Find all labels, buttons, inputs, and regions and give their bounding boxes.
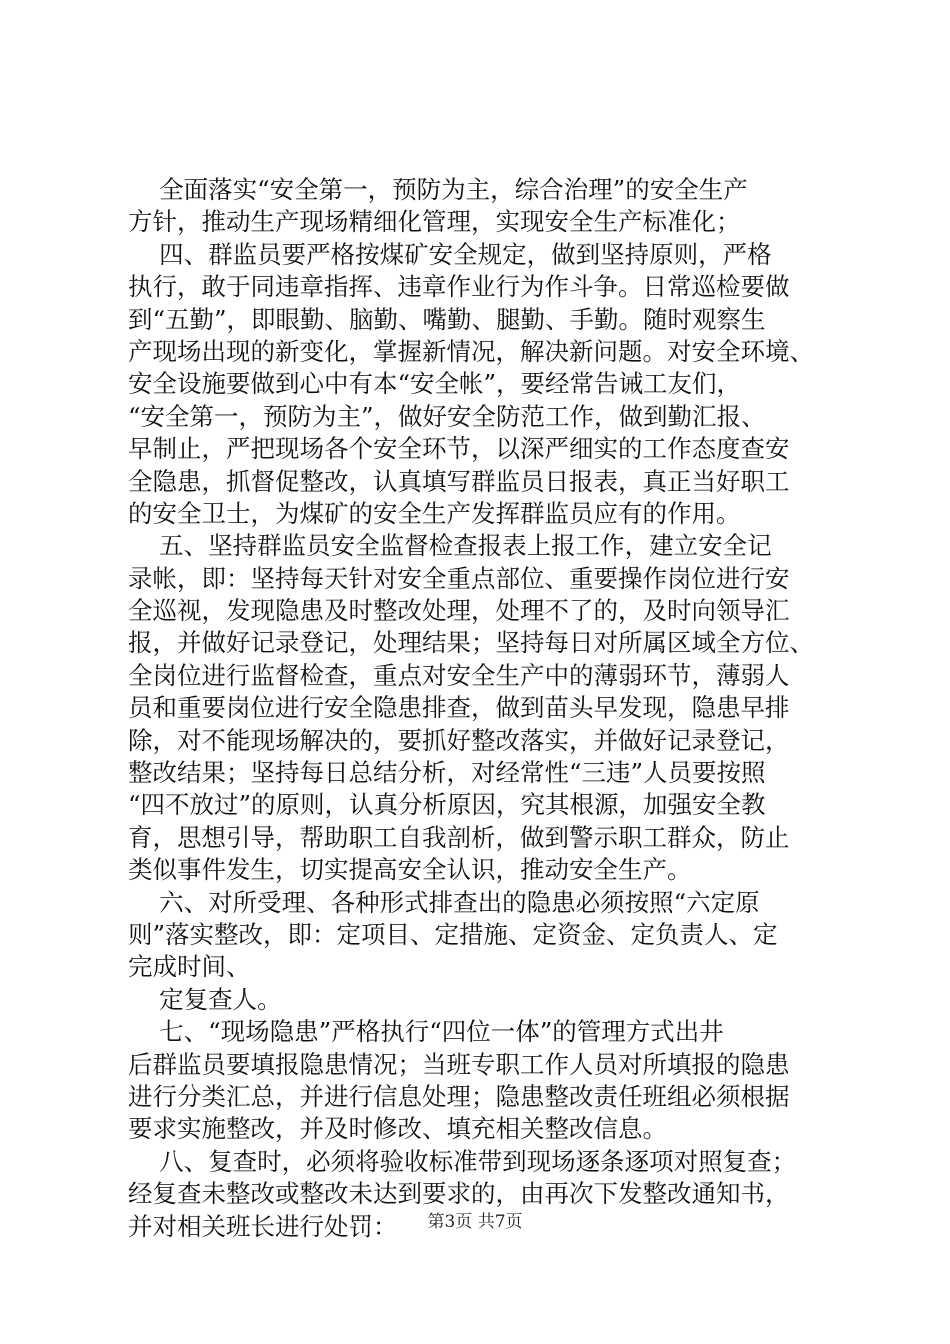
text-line: 早制止，严把现场各个安全环节，以深严细实的工作态度查安	[128, 434, 790, 464]
text-line: 四、群监员要严格按煤矿安全规定，做到坚持原则，严格	[128, 239, 772, 269]
text-line: 育，思想引导，帮助职工自我剖析，做到警示职工群众，防止	[128, 822, 790, 852]
text-line: 定复查人。	[128, 984, 282, 1014]
text-line: 进行分类汇总，并进行信息处理；隐患整改责任班组必须根据	[128, 1081, 790, 1111]
text-line: 全面落实“安全第一，预防为主，综合治理”的安全生产	[128, 175, 748, 204]
body-text	[128, 174, 828, 1243]
text-line: 后群监员要填报隐患情况；当班专职工作人员对所填报的隐患	[128, 1049, 790, 1079]
text-line: 执行，敢于同违章指挥、违章作业行为作斗争。日常巡检要做	[128, 272, 790, 302]
text-line: 八、复查时，必须将验收标准带到现场逐条逐项对照复查；	[128, 1146, 797, 1176]
text-line: 整改结果；坚持每日总结分析，对经常性“三违”人员要按照	[128, 758, 766, 788]
text-line: 到“五勤”，即眼勤、脑勤、嘴勤、腿勤、手勤。随时观察生	[128, 304, 766, 334]
text-line: 六、对所受理、各种形式排查出的隐患必须按照“六定原	[128, 887, 760, 917]
text-line: 五、坚持群监员安全监督检查报表上报工作，建立安全记	[128, 531, 772, 561]
text-line: 员和重要岗位进行安全隐患排查，做到苗头早发现，隐患早排	[128, 693, 790, 723]
text-line: “安全第一，预防为主”，做好安全防范工作，做到勤汇报、	[128, 401, 766, 431]
text-line: 并对相关班长进行处罚：	[128, 1211, 398, 1241]
text-line: 产现场出现的新变化，掌握新情况，解决新问题。对安全环境、	[128, 336, 814, 366]
text-line: 七、“现场隐患”严格执行“四位一体”的管理方式出井	[128, 1017, 724, 1047]
page-footer: 第3页 共7页	[427, 1212, 523, 1232]
text-line: 报，并做好记录登记，处理结果；坚持每日对所属区域全方位、	[128, 628, 814, 658]
text-line: 全隐患，抓督促整改，认真填写群监员日报表，真正当好职工	[128, 466, 790, 496]
text-line: 完成时间、	[128, 952, 251, 982]
text-line: 方针，推动生产现场精细化管理，实现安全生产标准化；	[128, 207, 741, 237]
text-line: 要求实施整改，并及时修改、填充相关整改信息。	[128, 1114, 667, 1144]
text-line: “四不放过”的原则，认真分析原因，究其根源，加强安全教	[128, 790, 766, 820]
text-line: 类似事件发生，切实提高安全认识，推动安全生产。	[128, 855, 692, 885]
text-line: 全巡视，发现隐患及时整改处理，处理不了的，及时向领导汇	[128, 596, 790, 626]
text-line: 除，对不能现场解决的，要抓好整改落实，并做好记录登记，	[128, 725, 790, 755]
text-line: 的安全卫士，为煤矿的安全生产发挥群监员应有的作用。	[128, 498, 741, 528]
text-line: 全岗位进行监督检查，重点对安全生产中的薄弱环节，薄弱人	[128, 660, 790, 690]
text-line: 录帐，即：坚持每天针对安全重点部位、重要操作岗位进行安	[128, 563, 790, 593]
text-line: 则”落实整改，即：定项目、定措施、定资金、定负责人、定	[128, 919, 778, 949]
text-line: 安全设施要做到心中有本“安全帐”，要经常告诫工友们，	[128, 369, 742, 399]
text-line: 经复查未整改或整改未达到要求的，由再次下发整改通知书，	[128, 1179, 790, 1209]
